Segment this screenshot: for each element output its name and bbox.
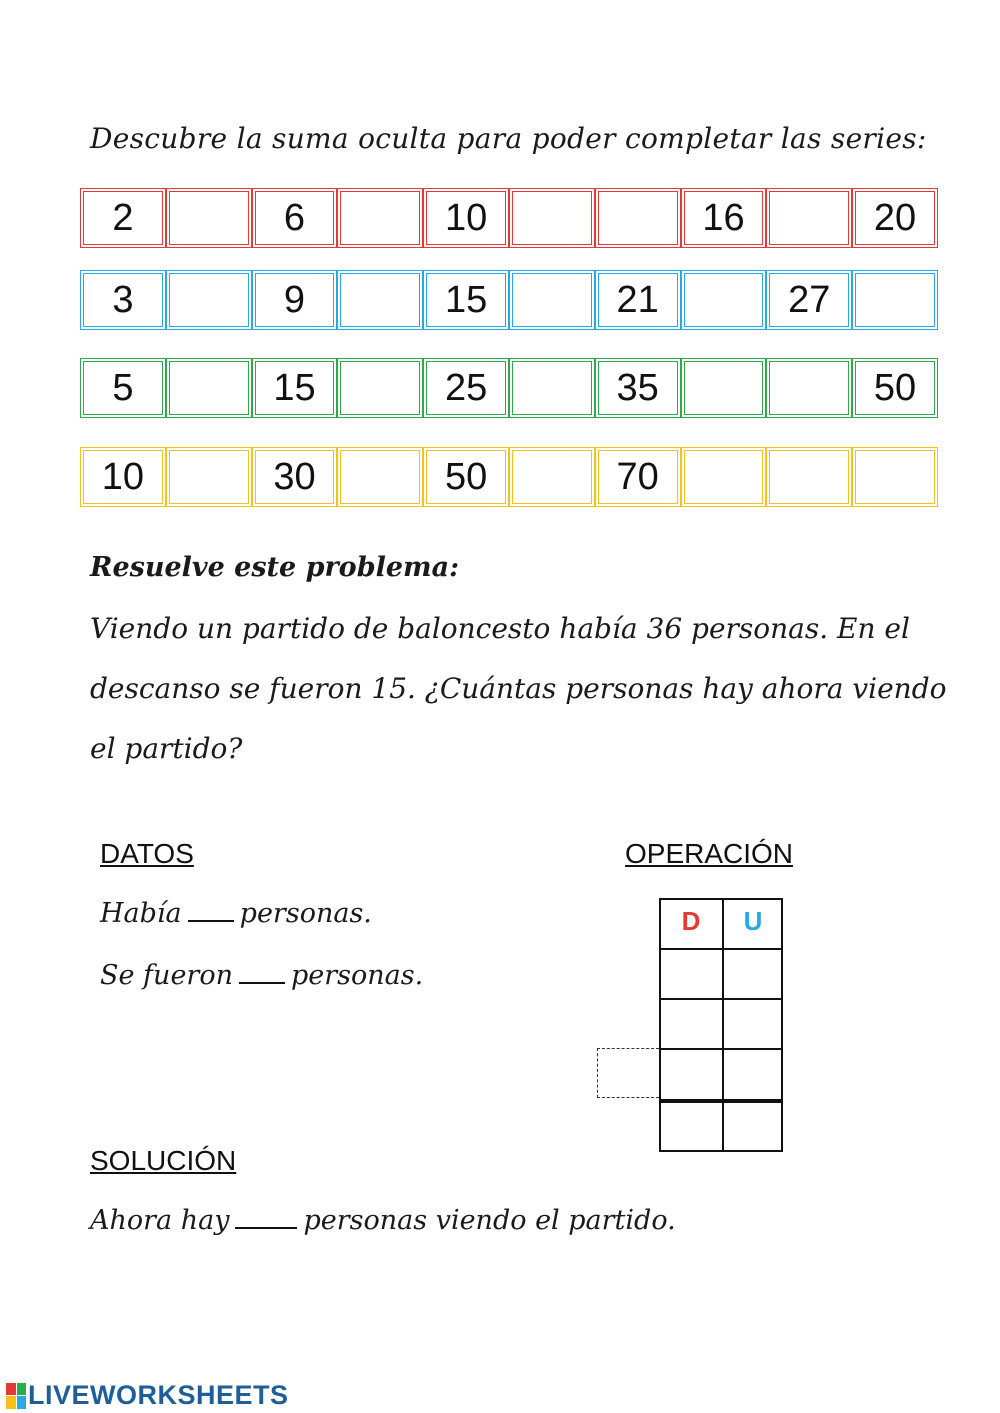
series-cell[interactable]: 30 xyxy=(252,447,338,507)
series-cell[interactable] xyxy=(166,358,252,418)
series-cell[interactable] xyxy=(766,447,852,507)
series-cell[interactable] xyxy=(337,358,423,418)
operacion-heading: OPERACIÓN xyxy=(625,838,794,869)
datos-heading: DATOS xyxy=(100,838,194,869)
series-cell[interactable] xyxy=(509,188,595,248)
series-cell[interactable] xyxy=(337,188,423,248)
series-cell[interactable]: 10 xyxy=(80,447,166,507)
series-cell[interactable]: 35 xyxy=(595,358,681,418)
logo-text: LIVEWORKSHEETS xyxy=(28,1380,289,1410)
instructions: Descubre la suma oculta para poder completar las series: xyxy=(90,122,927,155)
series-row-1 xyxy=(80,188,938,248)
datos-line-1-after: personas. xyxy=(239,898,372,929)
series-cell[interactable] xyxy=(337,447,423,507)
series-cell[interactable]: 70 xyxy=(595,447,681,507)
solucion-heading: SOLUCIÓN xyxy=(90,1145,237,1176)
column-header-u: U xyxy=(743,906,763,936)
series-cell[interactable] xyxy=(766,358,852,418)
grid-divider xyxy=(722,900,724,1150)
grid-divider xyxy=(661,1048,781,1050)
operation-sign-box[interactable] xyxy=(597,1048,659,1098)
series-cell[interactable] xyxy=(766,188,852,248)
series-cell[interactable]: 21 xyxy=(595,270,681,330)
series-cell[interactable]: 10 xyxy=(423,188,509,248)
series-cell[interactable]: 16 xyxy=(681,188,767,248)
series-cell[interactable]: 5 xyxy=(80,358,166,418)
liveworksheets-logo xyxy=(6,1380,289,1411)
datos-line-1-before: Había xyxy=(100,898,182,929)
series-row-4 xyxy=(80,447,938,507)
series-cell[interactable] xyxy=(509,270,595,330)
datos-line-2 xyxy=(100,960,423,991)
series-cell[interactable] xyxy=(509,447,595,507)
problem-title: Resuelve este problema: xyxy=(90,552,460,583)
series-cell[interactable]: 6 xyxy=(252,188,338,248)
answer-blank[interactable] xyxy=(239,962,285,984)
problem-line-2: descanso se fueron 15. ¿Cuántas personas hay ahora viendo xyxy=(90,672,947,705)
series-cell[interactable] xyxy=(166,447,252,507)
series-cell[interactable]: 3 xyxy=(80,270,166,330)
series-row-3 xyxy=(80,358,938,418)
series-cell[interactable]: 20 xyxy=(852,188,938,248)
problem-line-1: Viendo un partido de baloncesto había 36 personas. En el xyxy=(90,612,910,645)
series-cell[interactable] xyxy=(509,358,595,418)
datos-line-2-after: personas. xyxy=(290,960,424,991)
series-cell[interactable]: 27 xyxy=(766,270,852,330)
series-cell[interactable]: 15 xyxy=(252,358,338,418)
problem-line-3: el partido? xyxy=(90,732,243,765)
solucion-before: Ahora hay xyxy=(90,1205,230,1236)
operation-grid xyxy=(659,898,783,1152)
series-cell[interactable]: 25 xyxy=(423,358,509,418)
solucion-line xyxy=(90,1205,676,1236)
series-cell[interactable] xyxy=(166,188,252,248)
grid-divider xyxy=(661,948,781,950)
datos-line-1 xyxy=(100,898,372,929)
series-cell[interactable] xyxy=(166,270,252,330)
series-cell[interactable] xyxy=(852,270,938,330)
result-line xyxy=(661,1099,781,1103)
logo-icon xyxy=(6,1383,26,1409)
series-cell[interactable] xyxy=(337,270,423,330)
answer-blank[interactable] xyxy=(235,1207,297,1229)
grid-divider xyxy=(661,998,781,1000)
answer-blank[interactable] xyxy=(188,900,234,922)
series-cell[interactable] xyxy=(681,358,767,418)
series-cell[interactable]: 50 xyxy=(852,358,938,418)
column-header-d: D xyxy=(681,906,701,936)
series-cell[interactable] xyxy=(595,188,681,248)
series-cell[interactable]: 2 xyxy=(80,188,166,248)
series-cell[interactable] xyxy=(852,447,938,507)
series-cell[interactable]: 15 xyxy=(423,270,509,330)
solucion-after: personas viendo el partido. xyxy=(303,1205,676,1236)
datos-line-2-before: Se fueron xyxy=(100,960,233,991)
series-cell[interactable] xyxy=(681,270,767,330)
series-row-2 xyxy=(80,270,938,330)
series-cell[interactable]: 9 xyxy=(252,270,338,330)
series-cell[interactable]: 50 xyxy=(423,447,509,507)
series-cell[interactable] xyxy=(681,447,767,507)
